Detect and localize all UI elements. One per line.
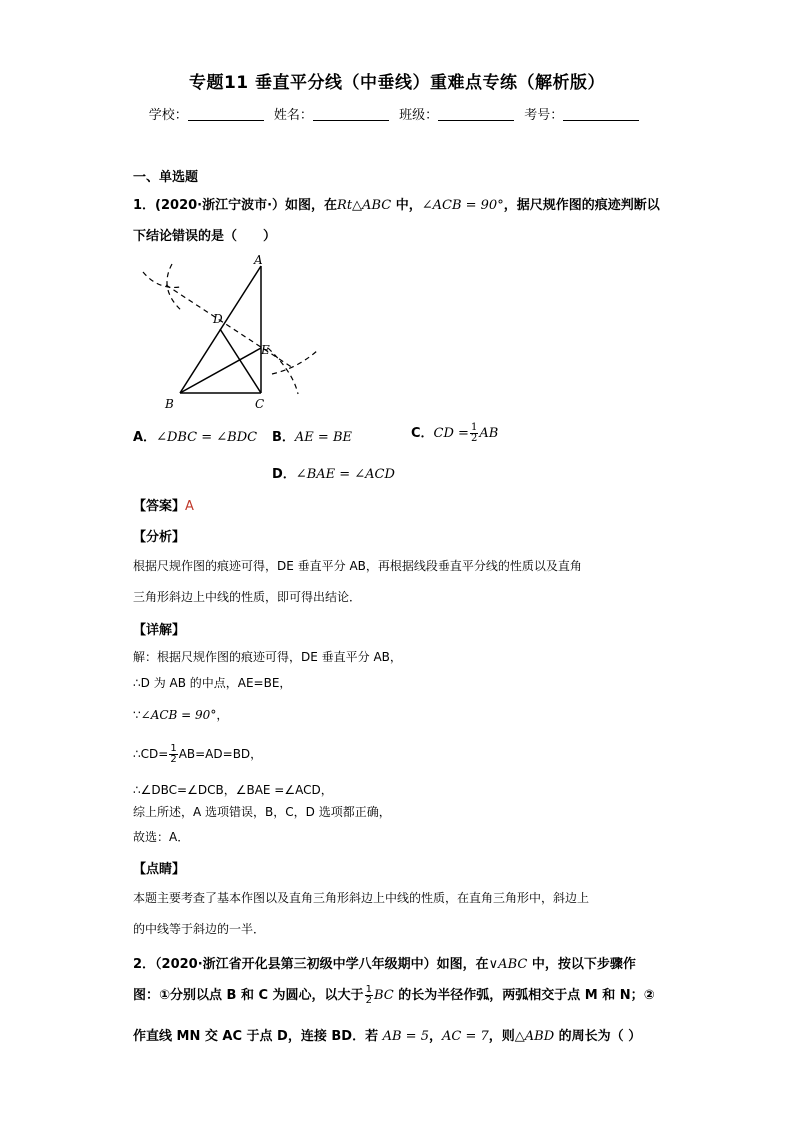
detail-line-4-post: AB=AD=BD， — [178, 747, 263, 761]
q2-line1-post: 中，按以下步骤作 — [527, 957, 636, 972]
option-a[interactable] — [133, 426, 257, 445]
label-a: A — [254, 253, 263, 267]
q2-line3-sep: ， — [428, 1029, 442, 1044]
section-heading: 一、单选题 — [133, 170, 199, 185]
option-b-label: B． — [272, 430, 295, 445]
q1-angle-math: ∠ACB = 90° — [421, 198, 504, 213]
detail-line-5: ∴∠DBC=∠DCB，∠BAE =∠ACD， — [133, 783, 333, 797]
id-label: 考号： — [524, 108, 564, 123]
detail-line-2: ∴D 为 AB 的中点，AE=BE， — [133, 676, 292, 690]
q2-line3-ac: AC = 7 — [441, 1029, 489, 1044]
option-c-right: AB — [479, 426, 499, 441]
analysis-line-2: 三角形斜边上中线的性质，即可得出结论． — [133, 590, 362, 604]
q2-line1 — [133, 953, 636, 972]
perpendicular-bisector — [166, 285, 293, 368]
q2-line2-num: 1 — [365, 984, 372, 995]
label-b: B — [165, 397, 174, 411]
answer-row — [133, 495, 194, 514]
detail-line-4-den: 2 — [170, 754, 177, 765]
option-c-frac-den: 2 — [470, 433, 478, 444]
q1-tail: ，据尺规作图的痕迹判断以 — [503, 198, 660, 213]
q2-line2-pre: 图：①分别以点 B 和 C 为圆心，以大于 — [133, 988, 364, 1003]
option-d[interactable] — [272, 463, 395, 482]
option-d-text: ∠BAE = ∠ACD — [295, 467, 395, 482]
detail-line-6: 综上所述，A 选项错误，B，C，D 选项都正确， — [133, 805, 391, 819]
q2-line2-post: 的长为半径作弧，两弧相交于点 M 和 N；② — [393, 988, 655, 1003]
option-b[interactable] — [272, 426, 352, 445]
option-c-left: CD = — [433, 426, 469, 441]
option-c-label: C． — [411, 426, 434, 441]
detail-line-4 — [133, 744, 262, 765]
q2-line2-den: 2 — [365, 995, 372, 1006]
option-a-text: ∠DBC = ∠BDC — [156, 430, 258, 445]
q1-line1 — [133, 194, 660, 213]
option-b-text: AE = BE — [294, 430, 352, 445]
comment-line-2: 的中线等于斜边的一半． — [133, 922, 266, 936]
detail-tag: 【详解】 — [133, 623, 186, 638]
label-d: D — [213, 312, 223, 326]
option-c[interactable] — [411, 422, 498, 444]
option-d-label: D． — [272, 467, 296, 482]
school-label: 学校： — [148, 108, 188, 123]
q2-line3-then: ，则 — [488, 1029, 515, 1044]
answer-value: A — [185, 499, 194, 514]
detail-line-7: 故选：A． — [133, 830, 190, 844]
label-e: E — [261, 343, 270, 357]
detail-line-3-post: ， — [216, 708, 229, 722]
detail-line-4-pre: ∴CD= — [133, 747, 169, 761]
q1-line2: 下结论错误的是（ ） — [133, 229, 277, 244]
answer-tag: 【答案】 — [133, 499, 186, 514]
comment-tag: 【点睛】 — [133, 862, 186, 877]
name-label: 姓名： — [273, 108, 313, 123]
q1-rt-math: Rt△ABC — [337, 198, 392, 213]
q2-line3-ab: AB = 5 — [382, 1029, 429, 1044]
comment-line-1: 本题主要考查了基本作图以及直角三角形斜边上中线的性质，在直角三角形中，斜边上 — [133, 891, 590, 905]
q1-prefix: 1．(2020·浙江宁波市·）如图，在 — [133, 198, 338, 213]
q2-line1-math: ∨ABC — [488, 957, 528, 972]
q2-line2-math: BC — [373, 988, 394, 1003]
option-c-frac-num: 1 — [470, 422, 478, 433]
segment-cd — [220, 329, 261, 393]
construction-arc-top — [143, 272, 180, 287]
q2-line3 — [133, 1025, 641, 1044]
analysis-tag: 【分析】 — [133, 530, 186, 545]
q1-figure — [128, 250, 328, 415]
label-c: C — [255, 397, 265, 411]
detail-line-1: 解：根据尺规作图的痕迹可得，DE 垂直平分 AB， — [133, 650, 402, 664]
page-title: 专题11 垂直平分线（中垂线）重难点专练（解析版） — [188, 73, 606, 93]
class-label: 班级： — [399, 108, 439, 123]
school-blank — [188, 108, 264, 121]
q2-line3-post: 的周长为（ ） — [554, 1029, 642, 1044]
q2-line3-pre: 作直线 MN 交 AC 于点 D，连接 BD．若 — [133, 1029, 383, 1044]
detail-line-4-num: 1 — [170, 743, 177, 754]
detail-line-3 — [133, 706, 228, 723]
q1-mid: 中， — [391, 198, 422, 213]
q2-line2 — [133, 984, 655, 1006]
id-blank — [563, 108, 639, 121]
q2-line1-pre: 2．（2020·浙江省开化县第三初级中学八年级期中）如图，在 — [133, 957, 489, 972]
segment-be — [180, 348, 261, 393]
detail-line-3-pre: ∵ — [133, 708, 141, 722]
option-a-label: A． — [133, 430, 157, 445]
detail-line-3-math: ∠ACB = 90° — [140, 708, 217, 722]
student-info-row — [0, 104, 794, 123]
q2-line3-triangle: △ABD — [514, 1029, 555, 1044]
construction-arc-bottom-2 — [272, 350, 318, 374]
name-blank — [313, 108, 389, 121]
analysis-line-1: 根据尺规作图的痕迹可得，DE 垂直平分 AB，再根据线段垂直平分线的性质以及直角 — [133, 559, 582, 573]
class-blank — [438, 108, 514, 121]
